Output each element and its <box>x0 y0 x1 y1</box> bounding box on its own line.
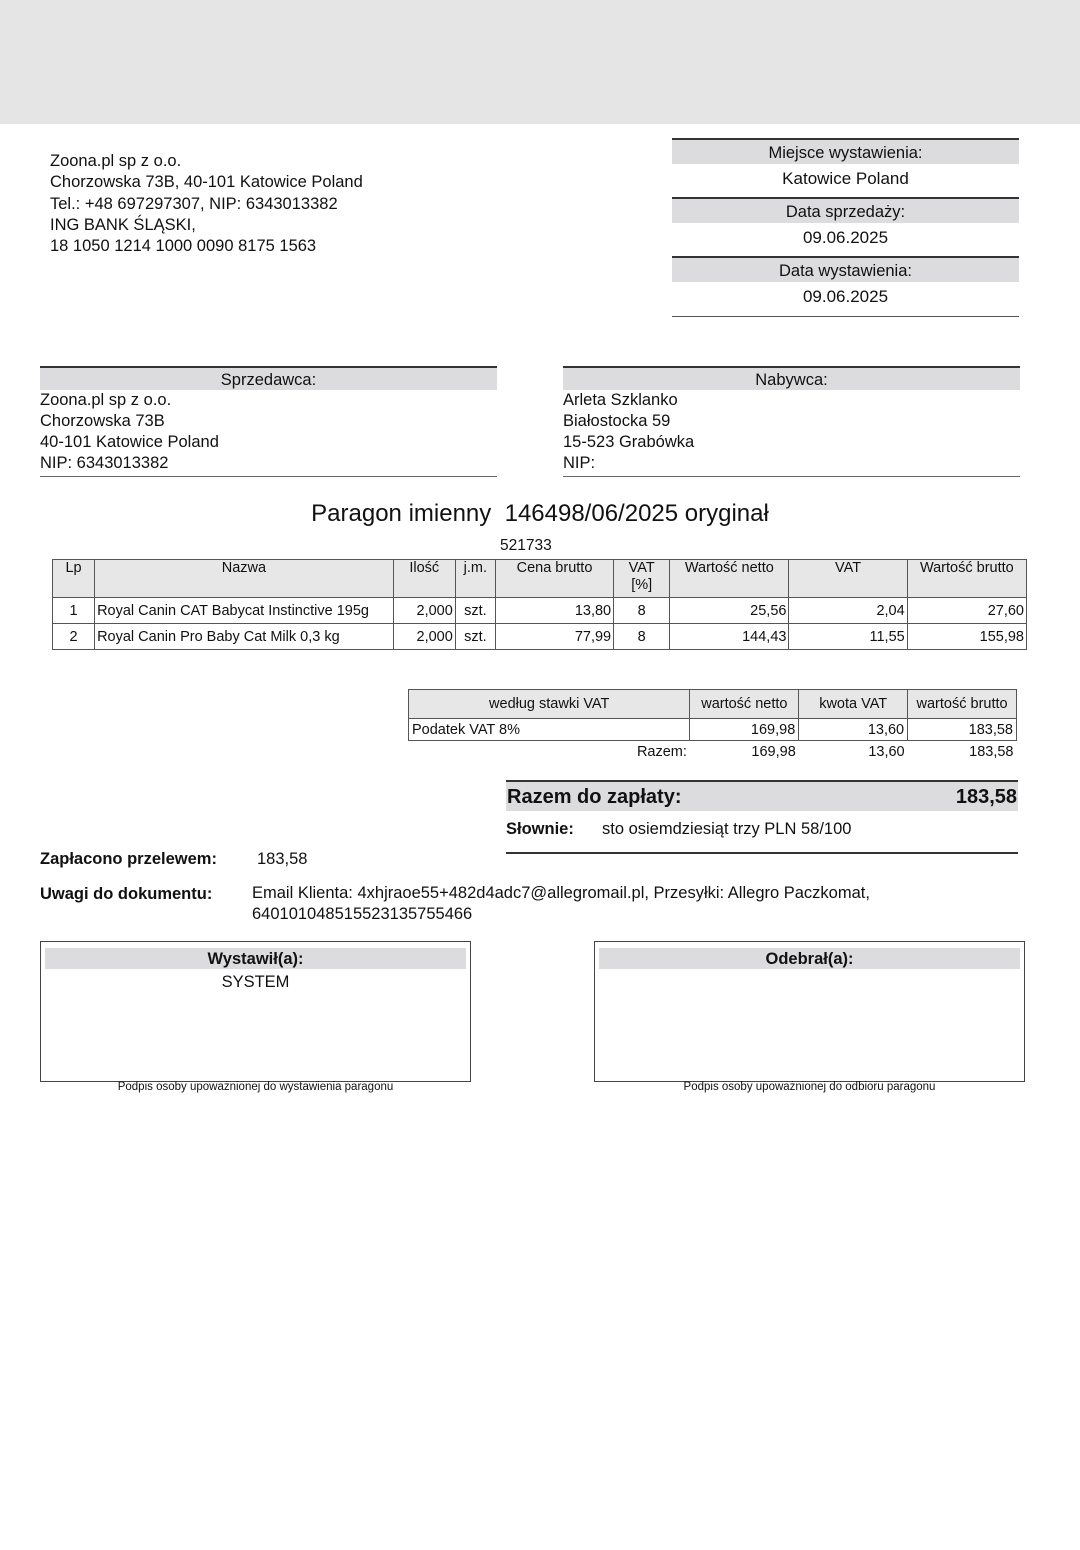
buyer-line: 15-523 Grabówka <box>563 433 695 451</box>
seller-line: Zoona.pl sp z o.o. <box>40 391 172 409</box>
notes-text: Email Klienta: 4xhjraoe55+482d4adc7@allegromail.pl, Przesyłki: Allegro Paczkomat, 640101048515523135755466 <box>252 884 870 923</box>
cell-lp: 2 <box>53 624 95 650</box>
cell-gross-price: 77,99 <box>495 624 613 650</box>
buyer-section <box>563 366 1020 477</box>
table-row <box>53 598 1027 624</box>
vat-header-rate: według stawki VAT <box>409 690 690 719</box>
document-notes <box>40 883 972 925</box>
seller-header-line: Zoona.pl sp z o.o. <box>50 152 182 170</box>
cell-name: Royal Canin Pro Baby Cat Milk 0,3 kg <box>95 624 394 650</box>
due-value: 183,58 <box>955 786 1017 808</box>
due-label: Razem do zapłaty: <box>507 786 682 808</box>
document-title: Paragon imienny 146498/06/2025 oryginał <box>311 500 769 527</box>
vat-header-gross: wartość brutto <box>908 690 1017 719</box>
issued-by-value: SYSTEM <box>221 973 290 991</box>
issued-by-box <box>40 941 471 1082</box>
notes-label: Uwagi do dokumentu: <box>40 885 213 903</box>
vat-header-net: wartość netto <box>690 690 799 719</box>
words-label: Słownie: <box>506 820 574 838</box>
header-vat-rate <box>614 560 670 598</box>
cell-unit: szt. <box>455 624 495 650</box>
cell-gross-value: 155,98 <box>907 624 1026 650</box>
buyer-title: Nabywca: <box>563 366 1020 390</box>
issued-caption: Podpis osoby upoważnionej do wystawienia paragonu <box>117 1081 394 1093</box>
document-subnumber: 521733 <box>500 537 552 554</box>
issue-date-label: Data wystawienia: <box>672 258 1019 282</box>
issue-date-value: 09.06.2025 <box>672 282 1019 317</box>
cell-unit: szt. <box>455 598 495 624</box>
seller-header-line: ING BANK ŚLĄSKI, <box>50 215 196 234</box>
seller-section <box>40 366 497 477</box>
header-gross-value: Wartość brutto <box>907 560 1026 598</box>
header-gross-price: Cena brutto <box>495 560 613 598</box>
cell-gross-value: 27,60 <box>907 598 1026 624</box>
sale-date-label: Data sprzedaży: <box>672 199 1019 223</box>
received-caption: Podpis osoby upoważnionej do odbioru paragonu <box>683 1081 936 1093</box>
vat-cell-net: 169,98 <box>690 719 799 741</box>
header-net-value: Wartość netto <box>670 560 789 598</box>
cell-gross-price: 13,80 <box>495 598 613 624</box>
items-table <box>52 559 1027 650</box>
cell-vat-rate: 8 <box>614 624 670 650</box>
seller-line: NIP: 6343013382 <box>40 454 169 472</box>
vat-total-label: Razem: <box>636 744 687 760</box>
seller-header <box>50 151 363 257</box>
header-name: Nazwa <box>95 560 394 598</box>
seller-title: Sprzedawca: <box>40 366 497 390</box>
vat-cell-gross: 183,58 <box>908 719 1017 741</box>
cell-net-value: 144,43 <box>670 624 789 650</box>
cell-name: Royal Canin CAT Babycat Instinctive 195g <box>95 598 394 624</box>
header-vat-rate-line1: VAT <box>628 560 655 576</box>
vat-total-net: 169,98 <box>751 744 796 760</box>
cell-net-value: 25,56 <box>670 598 789 624</box>
seller-header-line: Tel.: +48 697297307, NIP: 6343013382 <box>50 194 338 213</box>
vat-total-vat: 13,60 <box>868 744 905 760</box>
payment-due <box>506 780 1018 854</box>
cell-vat: 11,55 <box>789 624 907 650</box>
paid-label: Zapłacono przelewem: <box>40 850 217 868</box>
document-meta <box>672 138 1019 317</box>
cell-lp: 1 <box>53 598 95 624</box>
seller-header-line: 18 1050 1214 1000 0090 8175 1563 <box>50 237 317 256</box>
vat-cell-rate: Podatek VAT 8% <box>409 719 690 741</box>
cell-vat-rate: 8 <box>614 598 670 624</box>
vat-total-gross: 183,58 <box>969 744 1014 760</box>
issued-title: Wystawił(a): <box>45 948 466 969</box>
header-qty: Ilość <box>393 560 455 598</box>
seller-line: 40-101 Katowice Poland <box>40 433 219 451</box>
top-gray-band <box>0 0 1080 124</box>
table-row <box>53 624 1027 650</box>
buyer-line: NIP: <box>563 454 596 472</box>
header-vat: VAT <box>789 560 907 598</box>
vat-cell-vat: 13,60 <box>799 719 908 741</box>
vat-summary-table <box>408 689 1017 763</box>
cell-qty: 2,000 <box>393 598 455 624</box>
sale-date-value: 09.06.2025 <box>672 223 1019 258</box>
words-value: sto osiemdziesiąt trzy PLN 58/100 <box>602 820 852 838</box>
received-title: Odebrał(a): <box>599 948 1020 969</box>
cell-qty: 2,000 <box>393 624 455 650</box>
place-label: Miejsce wystawienia: <box>672 140 1019 164</box>
table-row <box>409 719 1017 741</box>
vat-total-row <box>409 741 1017 764</box>
header-vat-rate-line2: [%] <box>631 577 653 593</box>
seller-header-line: Chorzowska 73B, 40-101 Katowice Poland <box>50 173 363 192</box>
place-value: Katowice Poland <box>672 164 1019 199</box>
cell-vat: 2,04 <box>789 598 907 624</box>
seller-line: Chorzowska 73B <box>40 412 165 430</box>
buyer-line: Białostocka 59 <box>563 412 671 430</box>
paid-info <box>40 850 307 869</box>
paid-value: 183,58 <box>257 850 308 868</box>
received-by-box <box>594 941 1025 1082</box>
header-unit: j.m. <box>455 560 495 598</box>
vat-header-vat: kwota VAT <box>799 690 908 719</box>
buyer-line: Arleta Szklanko <box>563 391 678 409</box>
header-lp: Lp <box>53 560 95 598</box>
